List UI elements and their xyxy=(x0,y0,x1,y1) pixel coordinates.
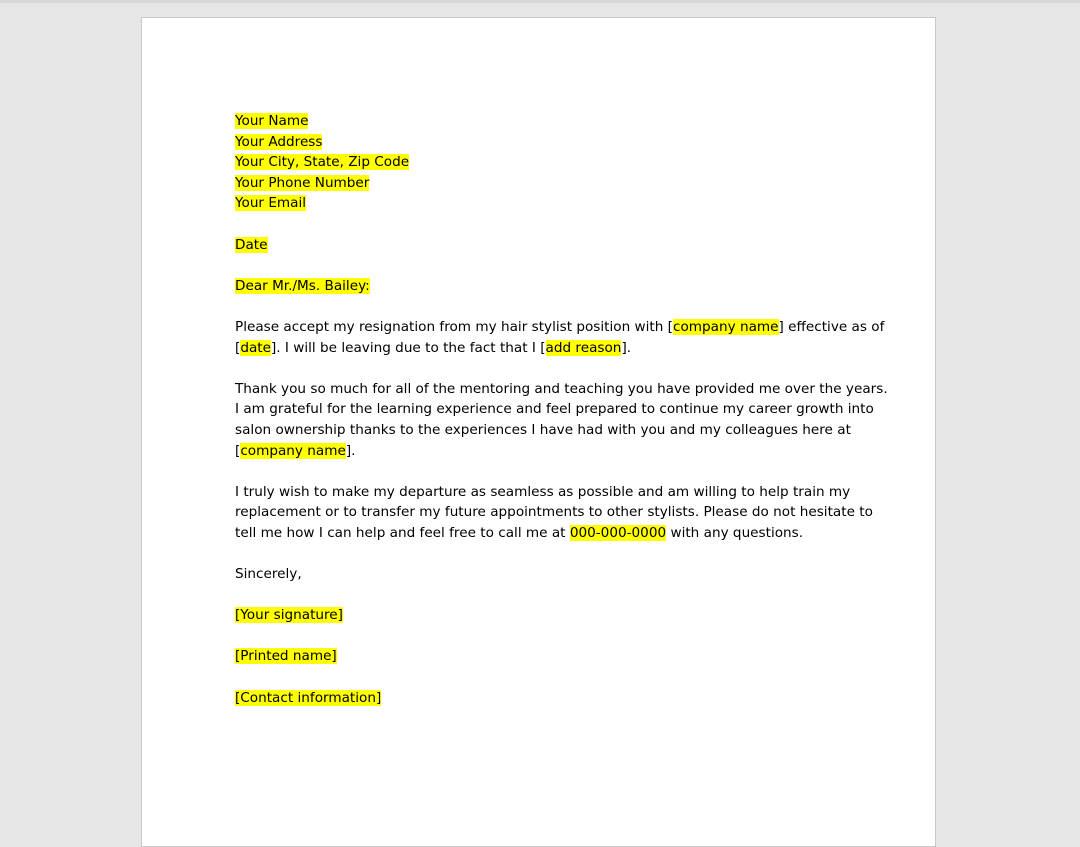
text-run: [ xyxy=(235,339,241,356)
sender-name-line xyxy=(235,111,855,132)
paragraph-3-line-2: replacement or to transfer my future appointments to other stylists. Please do not hesitate to xyxy=(235,504,873,521)
printed-name-line xyxy=(235,646,855,667)
salutation-line xyxy=(235,276,855,297)
text-run: tell me how I can help and feel free to call me at xyxy=(235,524,570,541)
paragraph-1-line-2 xyxy=(235,338,855,359)
sender-email: Your Email xyxy=(235,195,307,212)
text-run: [ xyxy=(235,442,241,459)
sender-city-line xyxy=(235,152,855,173)
spacer xyxy=(235,461,855,482)
paragraph-2-line-4 xyxy=(235,441,855,462)
paragraph-3-line-1: I truly wish to make my departure as seamless as possible and am willing to help train my xyxy=(235,483,851,500)
sender-phone: Your Phone Number xyxy=(235,174,370,191)
spacer xyxy=(235,667,855,688)
sender-address-line xyxy=(235,132,855,153)
letter-body xyxy=(235,111,888,708)
closing: Sincerely, xyxy=(235,566,302,583)
placeholder-add-reason: add reason xyxy=(545,339,622,356)
paragraph-1-line-1 xyxy=(235,317,885,338)
spacer xyxy=(235,543,855,564)
window-top-edge xyxy=(0,0,1080,3)
salutation: Dear Mr./Ms. Bailey: xyxy=(235,277,370,294)
spacer xyxy=(235,296,855,317)
paragraph-2-line-3: salon ownership thanks to the experiences I have had with you and my colleagues here at xyxy=(235,421,851,438)
signature-placeholder: [Your signature] xyxy=(235,607,343,624)
text-run: with any questions. xyxy=(666,524,804,541)
text-run: ]. I will be leaving due to the fact that I [ xyxy=(270,339,546,356)
placeholder-company-name: company name xyxy=(240,442,346,459)
spacer xyxy=(235,585,855,606)
document-page[interactable] xyxy=(141,17,936,847)
sender-city-state-zip: Your City, State, Zip Code xyxy=(235,154,410,171)
placeholder-phone-number: 000-000-0000 xyxy=(569,524,667,541)
sender-address: Your Address xyxy=(235,133,323,150)
paragraph-2-line-2: I am grateful for the learning experience and feel prepared to continue my career growth into xyxy=(235,401,874,418)
date-line xyxy=(235,235,855,256)
placeholder-company-name: company name xyxy=(672,318,779,335)
printed-name-placeholder: [Printed name] xyxy=(235,648,337,665)
paragraph-2-line-1: Thank you so much for all of the mentoring and teaching you have provided me over the years. xyxy=(235,380,888,397)
sender-email-line xyxy=(235,193,855,214)
signature-line xyxy=(235,605,855,626)
sender-phone-line xyxy=(235,173,855,194)
contact-info-placeholder: [Contact information] xyxy=(235,689,382,706)
text-run: ]. xyxy=(345,442,356,459)
contact-info-line xyxy=(235,688,855,709)
spacer xyxy=(235,214,855,235)
spacer xyxy=(235,358,855,379)
text-run: Please accept my resignation from my hair stylist position with [ xyxy=(235,318,673,335)
text-run: ]. xyxy=(621,339,632,356)
paragraph-3-line-3 xyxy=(235,523,855,544)
spacer xyxy=(235,255,855,276)
spacer xyxy=(235,626,855,647)
placeholder-date: date xyxy=(240,339,271,356)
sender-name: Your Name xyxy=(235,113,309,129)
letter-date: Date xyxy=(235,236,268,253)
text-run: ] effective as of xyxy=(778,318,885,335)
